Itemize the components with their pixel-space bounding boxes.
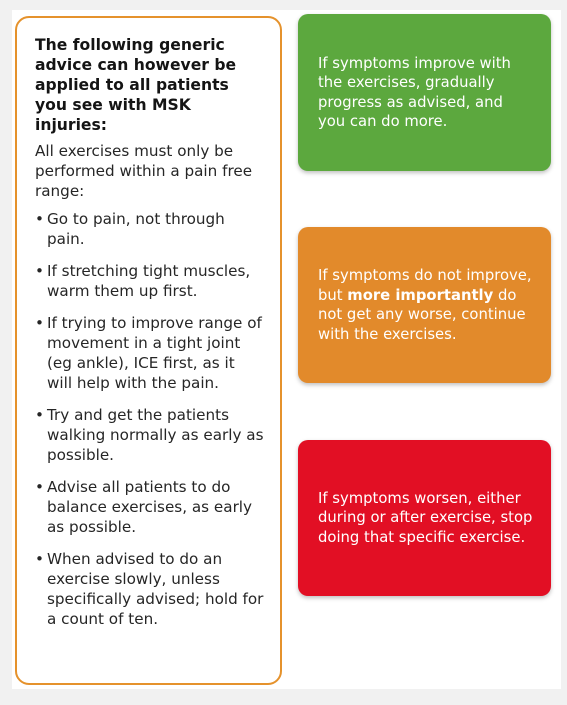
bullet-icon: • bbox=[35, 478, 44, 496]
bullet-icon: • bbox=[35, 550, 44, 568]
advice-item bbox=[35, 477, 264, 537]
advice-item-text: Advise all patients to do balance exercises, as early as possible. bbox=[47, 478, 253, 536]
advice-heading: The following generic advice can however be applied to all patients you see with MSK injuries: bbox=[35, 36, 237, 134]
advice-list bbox=[35, 209, 264, 629]
advice-intro: All exercises must only be performed within a pain free range: bbox=[35, 142, 253, 200]
advice-item-text: Go to pain, not through pain. bbox=[47, 210, 225, 248]
callout-symptoms-improve bbox=[298, 14, 551, 171]
advice-item bbox=[35, 549, 264, 629]
advice-item bbox=[35, 209, 264, 249]
advice-item-text: When advised to do an exercise slowly, unless specifically advised; hold for a count of ten. bbox=[47, 550, 264, 628]
bullet-icon: • bbox=[35, 210, 44, 228]
advice-item-text: If trying to improve range of movement in a tight joint (eg ankle), ICE first, as it will help with the pain. bbox=[47, 314, 262, 392]
callout-symptoms-worsen bbox=[298, 440, 551, 596]
callout-worsen-text: If symptoms worsen, either during or after exercise, stop doing that specific exercise. bbox=[318, 489, 533, 546]
callout-stable-text bbox=[318, 266, 533, 344]
callout-improve-text: If symptoms improve with the exercises, gradually progress as advised, and you can do more. bbox=[318, 54, 511, 130]
advice-item-text: If stretching tight muscles, warm them up first. bbox=[47, 262, 251, 300]
bullet-icon: • bbox=[35, 314, 44, 332]
callout-stable-text-end: do not get any worse, continue with the exercises. bbox=[318, 286, 526, 343]
advice-item bbox=[35, 313, 264, 393]
bullet-icon: • bbox=[35, 262, 44, 280]
callout-stable-emphasis: more importantly bbox=[347, 286, 494, 304]
callout-stable-text-start: If symptoms do not improve, but bbox=[318, 267, 532, 304]
generic-advice-box bbox=[15, 16, 282, 685]
advice-item-text: Try and get the patients walking normally as early as possible. bbox=[47, 406, 264, 464]
advice-item bbox=[35, 261, 264, 301]
bullet-icon: • bbox=[35, 406, 44, 424]
advice-item bbox=[35, 405, 264, 465]
callout-symptoms-stable bbox=[298, 227, 551, 383]
